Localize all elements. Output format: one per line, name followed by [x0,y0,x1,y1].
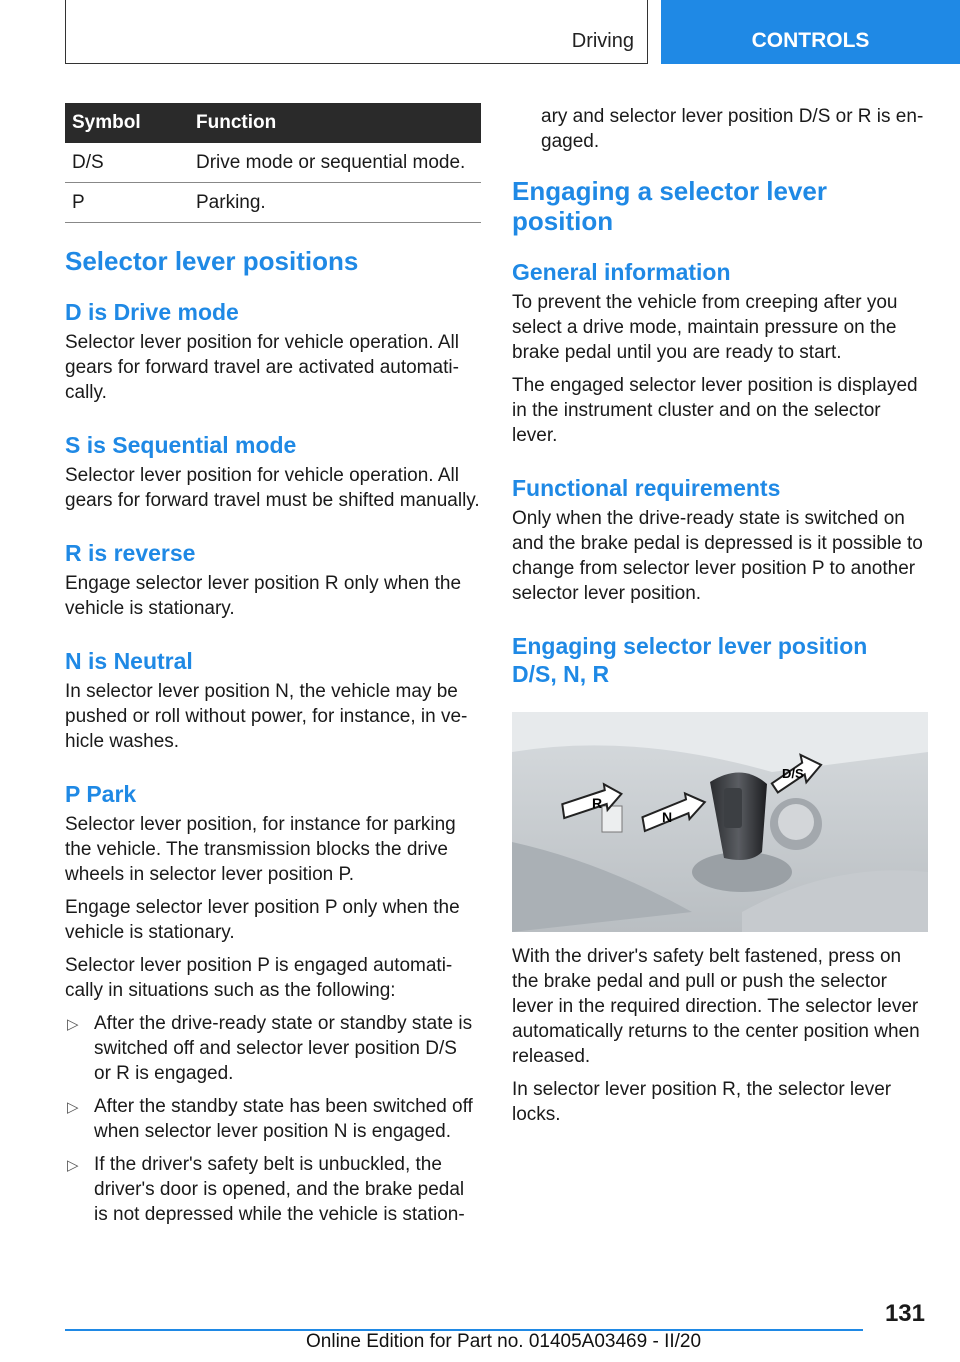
text-line: Engage selector lever position R only when the [65,573,462,594]
arrow-r-label: R [592,795,603,811]
paragraph-park-2 [65,895,481,945]
heading-drive-mode: D is Drive mode [65,299,239,325]
text-line: the brake pedal and pull or push the selector [512,971,887,992]
heading-sequential-mode: S is Sequential mode [65,432,297,458]
footer-edition: Online Edition for Part no. 01405A03469 - II/20 [306,1331,702,1352]
controller-knob-top [778,804,814,840]
text-line: the vehicle. The transmission blocks the drive [65,839,448,860]
text-line: locks. [512,1104,561,1125]
header-chapter-label: CONTROLS [751,29,870,52]
heading-line: Engaging selector lever position [512,633,868,659]
text-line: With the driver's safety belt fastened, press on [512,946,902,967]
text-line: lever in the required direction. The selector lever [512,996,919,1017]
text-line: lever. [512,425,558,446]
heading-park: P Park [65,781,137,807]
text-line: Engage selector lever position P only when the [65,897,460,918]
table-header [65,103,481,143]
list-item [65,1152,481,1227]
text-line: Selector lever position P is engaged automati- [65,955,453,976]
text-line: and the brake pedal is depressed is it possible to [512,533,923,554]
paragraph-reverse-locks [512,1077,928,1127]
text-line: cally in situations such as the following: [65,980,396,1001]
heading-functional-requirements: Functional requirements [512,475,781,501]
text-line: when selector lever position N is engaged. [94,1121,451,1142]
triangle-bullet-icon: ▷ [67,1099,79,1116]
text-line: Selector lever position, for instance for parking [65,814,456,835]
table-cell-function: Parking. [196,191,266,213]
text-line: gears for forward travel must be shifted manually. [65,490,480,511]
text-line: Only when the drive-ready state is switched on [512,508,905,529]
text-line: released. [512,1046,591,1067]
text-line: gears for forward travel are activated automati- [65,357,459,378]
paragraph-park-3 [65,953,481,1003]
text-line: vehicle is stationary. [65,922,235,943]
lever-buttons [724,788,742,828]
table-row [65,143,481,183]
arrow-ds-label: D/S [782,766,804,781]
paragraph-reverse [65,571,481,621]
left-column [65,246,481,1235]
paragraph-neutral [65,679,481,754]
paragraph-drive-mode [65,330,481,405]
triangle-bullet-icon: ▷ [67,1157,79,1174]
header-chapter [661,0,960,64]
text-line: To prevent the vehicle from creeping after you [512,292,898,313]
header-frame [65,0,648,64]
text-line: Selector lever position for vehicle operation. All [65,332,459,353]
right-column [512,104,928,692]
header-section: Driving [571,30,634,52]
right-column-after-figure [512,944,928,1135]
table-row [65,183,481,223]
triangle-bullet-icon: ▷ [67,1016,79,1033]
heading-general-information: General information [512,259,731,285]
text-line: is not depressed while the vehicle is station- [94,1204,465,1225]
paragraph-functional [512,506,928,606]
table-cell-symbol: D/S [72,151,104,173]
table-header-symbol: Symbol [72,112,141,133]
text-line: in the instrument cluster and on the selector [512,400,881,421]
text-line: cally. [65,382,107,403]
text-line: hicle washes. [65,731,180,752]
text-line: vehicle is stationary. [65,598,235,619]
text-line: driver's door is opened, and the brake pedal [94,1179,465,1200]
text-line: The engaged selector lever position is displayed [512,375,918,396]
text-line: gaged. [541,131,600,152]
symbol-table [65,103,481,223]
text-line: wheels in selector lever position P. [65,864,355,885]
text-line: select a drive mode, maintain pressure on the [512,317,897,338]
text-line: brake pedal until you are ready to start. [512,342,842,363]
heading-line: position [512,206,614,236]
text-line: pushed or roll without power, for instance, in ve- [65,706,468,727]
text-line: switched off and selector lever position D/S [94,1038,457,1059]
text-line: change from selector lever position P to another [512,558,916,579]
heading-engaging-dsnr [512,632,928,688]
paragraph-park-1 [65,812,481,887]
paragraph-sequential-mode [65,463,481,513]
text-line: Selector lever position for vehicle operation. All [65,465,459,486]
heading-engaging-selector-lever [512,176,928,236]
table-header-function: Function [196,112,277,133]
arrow-n-label: N [662,809,673,825]
table-cell-function: Drive mode or sequential mode. [196,151,466,173]
text-line: selector lever position. [512,583,702,604]
heading-selector-lever-positions: Selector lever positions [65,246,359,276]
text-line: ary and selector lever position D/S or R is en- [541,106,924,127]
list-item [65,1094,481,1144]
paragraph-press-brake [512,944,928,1069]
selector-lever-illustration [512,712,928,932]
paragraph-continued [512,104,928,154]
page-number: 131 [884,1300,925,1327]
text-line: After the drive-ready state or standby state is [94,1013,473,1034]
heading-reverse: R is reverse [65,540,196,566]
table-cell-symbol: P [72,191,85,213]
paragraph-general-1 [512,290,928,365]
heading-neutral: N is Neutral [65,648,193,674]
text-line: After the standby state has been switched off [94,1096,473,1117]
paragraph-general-2 [512,373,928,448]
text-line: automatically returns to the center position when [512,1021,920,1042]
text-line: or R is engaged. [94,1063,234,1084]
list-item [65,1011,481,1086]
text-line: In selector lever position R, the selector lever [512,1079,892,1100]
heading-line: Engaging a selector lever [512,176,828,206]
text-line: If the driver's safety belt is unbuckled, the [94,1154,442,1175]
heading-line: D/S, N, R [512,661,610,687]
gear-indicator-panel [602,806,622,832]
text-line: In selector lever position N, the vehicle may be [65,681,458,702]
